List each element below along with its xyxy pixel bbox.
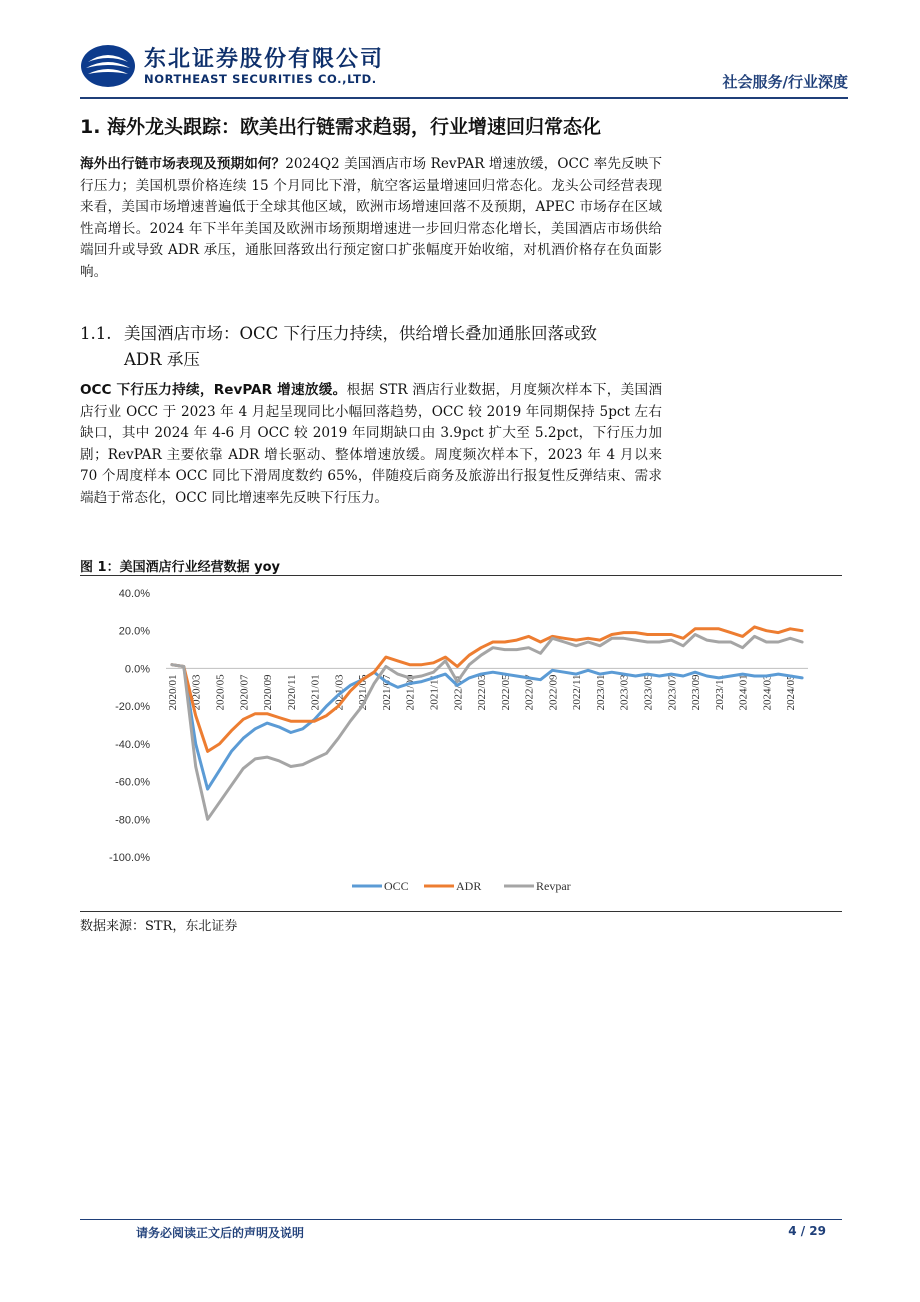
x-tick-label: 2024/05: [785, 674, 798, 711]
y-tick-label: -60.0%: [115, 776, 150, 789]
y-tick-label: 40.0%: [118, 588, 150, 600]
x-tick-label: 2020/03: [190, 674, 203, 711]
figure-bottom-rule: [80, 911, 842, 912]
x-tick-label: 2023/01: [594, 674, 607, 711]
paragraph-lead: OCC 下行压力持续，RevPAR 增速放缓。: [80, 382, 347, 398]
y-tick-label: -100.0%: [109, 852, 150, 864]
section-heading: 1. 海外龙头跟踪：欧美出行链需求趋弱，行业增速回归常态化: [80, 116, 602, 138]
figure-title: 图 1：美国酒店行业经营数据 yoy: [80, 560, 280, 575]
header-divider: [80, 97, 848, 99]
x-tick-label: 2023/03: [618, 674, 631, 711]
company-name-en: NORTHEAST SECURITIES CO.,LTD.: [144, 72, 377, 86]
x-tick-label: 2020/09: [262, 674, 275, 711]
subsection-heading: [80, 321, 670, 373]
y-tick-label: -40.0%: [115, 738, 150, 751]
page-number: 4 / 29: [788, 1224, 826, 1238]
x-tick-label: 2022/09: [547, 674, 560, 711]
subsection-title-line1: 美国酒店市场：OCC 下行压力持续，供给增长叠加通胀回落或致: [124, 324, 598, 343]
x-tick-label: 2023/05: [642, 674, 655, 711]
x-tick-label: 2024/03: [761, 674, 774, 711]
x-tick-label: 2021/07: [380, 674, 393, 711]
x-tick-label: 2022/07: [523, 674, 536, 711]
figure-source: 数据来源：STR，东北证券: [80, 919, 238, 934]
section-paragraph: [80, 154, 662, 283]
y-tick-label: 20.0%: [118, 625, 150, 638]
company-logo: [80, 44, 136, 88]
footer-disclaimer: 请务必阅读正文后的声明及说明: [136, 1226, 305, 1240]
paragraph-body: 根据 STR 酒店行业数据，月度频次样本下，美国酒店行业 OCC 于 2023 年 4 月起呈现同比小幅回落趋势，OCC 较 2019 年同期保持 5pct 左右缺口，其中 2024 年 4-6 月 OCC 较 2019 年同期缺口由 3.9pct 扩大至 5.2pct，下行压力加剧；RevPAR 主要依靠 ADR 增长驱动、整体增速放缓。周度频次样本下，2023 年 4 月以来 70 个周度样本 OCC 同比下滑周度数约 65%，伴随疫后商务及旅游出行报复性反弹结束、需求端趋于常态化，OCC 同比增速率先反映下行压力。: [80, 382, 662, 506]
x-tick-label: 2024/01: [737, 674, 750, 711]
x-tick-label: 2021/01: [309, 674, 322, 711]
x-tick-label: 2022/01: [452, 674, 465, 711]
y-tick-label: -80.0%: [115, 814, 150, 827]
x-tick-label: 2020/01: [166, 674, 179, 711]
x-tick-label: 2022/05: [499, 674, 512, 711]
paragraph-lead: 海外出行链市场表现及预期如何？: [80, 156, 286, 172]
figure-top-rule: [80, 575, 842, 576]
x-tick-label: 2023/07: [666, 674, 679, 711]
page-header: [80, 38, 848, 98]
x-tick-label: 2021/09: [404, 674, 417, 711]
legend-label-occ: OCC: [384, 879, 409, 893]
x-tick-label: 2020/05: [214, 674, 227, 711]
x-tick-label: 2020/07: [238, 674, 251, 711]
x-tick-label: 2021/11: [428, 674, 441, 711]
legend-label-adr: ADR: [456, 879, 482, 893]
line-chart: [80, 577, 842, 909]
legend-label-revpar: Revpar: [536, 879, 571, 893]
series-line-revpar: [172, 635, 802, 820]
x-tick-label: 2021/03: [333, 674, 346, 711]
company-name-cn: 东北证券股份有限公司: [144, 47, 385, 72]
x-tick-label: 2023/09: [690, 674, 703, 711]
y-tick-label: 0.0%: [124, 663, 150, 676]
x-tick-label: 2022/11: [571, 674, 584, 711]
footer-divider: [80, 1219, 842, 1220]
subsection-title-line2: ADR 承压: [124, 350, 200, 369]
x-tick-label: 2021/05: [357, 674, 370, 711]
x-tick-label: 2020/11: [285, 674, 298, 711]
x-tick-label: 2022/03: [476, 674, 489, 711]
y-tick-label: -20.0%: [115, 701, 150, 714]
report-category: 社会服务/行业深度: [722, 73, 848, 91]
paragraph-body: 2024Q2 美国酒店市场 RevPAR 增速放缓，OCC 率先反映下行压力；美国机票价格连续 15 个月同比下滑，航空客运量增速回归常态化。龙头公司经营表现来看，美国市场增速普遍低于全球其他区域，欧洲市场增速回落不及预期，APEC 市场存在区域性高增长。2024 年下半年美国及欧洲市场预期增速进一步回归常态化增长，美国酒店市场供给端回升或导致 ADR 承压，通胀回落致出行预定窗口扩张幅度开始收缩，对机酒价格存在负面影响。: [80, 156, 663, 280]
subsection-number: 1.1.: [80, 324, 112, 343]
subsection-paragraph: [80, 380, 662, 509]
x-tick-label: 2023/11: [713, 674, 726, 711]
